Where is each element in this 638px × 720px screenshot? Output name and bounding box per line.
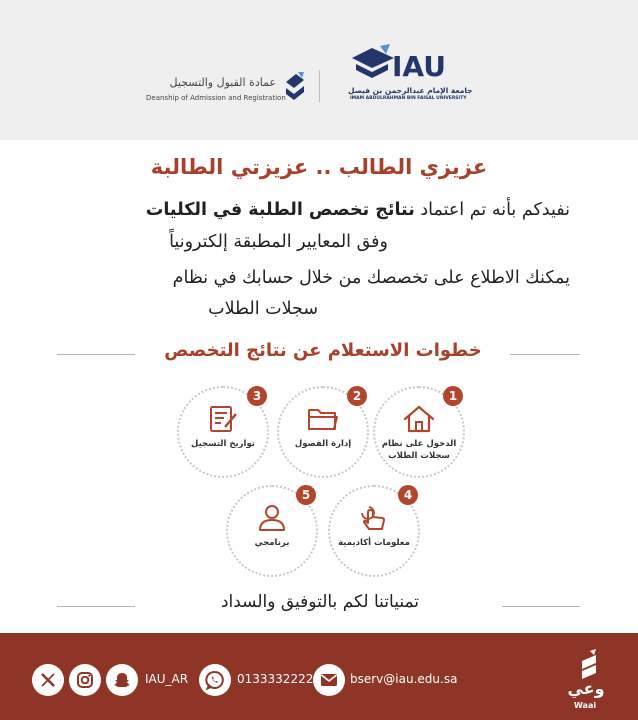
folder-icon <box>306 404 340 434</box>
announcement-line-4: سجلات الطلاب <box>208 299 318 319</box>
step-4 <box>328 485 420 577</box>
deanship-name-en: Deanship of Admission and Registration <box>146 94 286 102</box>
header-band <box>0 0 638 140</box>
phone-number[interactable]: 0133332222 <box>237 672 314 686</box>
step-2-number: 2 <box>347 386 367 406</box>
waai-logo-text-ar: وعي <box>567 679 605 698</box>
waai-emblem-icon <box>566 649 606 681</box>
step-5-number: 5 <box>296 485 316 505</box>
deanship-name-ar: عمادة القبول والتسجيل <box>169 76 276 89</box>
step-3-label: تواريخ التسجيل <box>190 439 255 449</box>
x-icon <box>39 671 57 689</box>
whatsapp-link[interactable] <box>199 664 231 696</box>
home-icon <box>402 404 436 434</box>
iau-logo-text: IAU <box>392 50 446 83</box>
closing-rule-right <box>502 606 580 607</box>
deanship-emblem-icon <box>284 72 306 104</box>
university-name-ar: جامعة الإمام عبدالرحمن بن فيصل <box>348 86 473 95</box>
announcement-line-1 <box>50 200 570 220</box>
step-1-number: 1 <box>443 386 463 406</box>
greeting-heading: عزيزي الطالب .. عزيزتي الطالبة <box>150 155 488 179</box>
step-5-label: برنامجي <box>254 538 290 548</box>
user-icon <box>255 503 289 533</box>
header-divider <box>319 70 320 102</box>
x-twitter-link[interactable] <box>32 664 64 696</box>
step-4-label: معلومات أكاديمية <box>338 538 410 548</box>
steps-title-rule-right <box>510 354 580 355</box>
deanship-logo <box>146 72 306 106</box>
step-4-number: 4 <box>398 485 418 505</box>
step-3-number: 3 <box>247 386 267 406</box>
step-3 <box>177 386 269 478</box>
step-1-label: الدخول على نظام سجلات الطلاب <box>381 439 457 461</box>
steps-title-rule-left <box>57 354 135 355</box>
envelope-icon <box>320 673 338 687</box>
announcement-line-2: وفق المعايير المطبقة إلكترونياً <box>169 232 388 252</box>
waai-logo-text-en: Waai <box>574 701 597 710</box>
step-2 <box>277 386 369 478</box>
instagram-icon <box>76 671 94 689</box>
closing-message: تمنياتنا لكم بالتوفيق والسداد <box>220 592 420 612</box>
waai-logo <box>566 649 622 713</box>
step-5 <box>226 485 318 577</box>
announcement-line-3: يمكنك الاطلاع على تخصصك من خلال حسابك في نظام <box>172 268 570 288</box>
email-address[interactable]: bserv@iau.edu.sa <box>350 672 458 686</box>
hand-pointer-icon <box>357 503 391 533</box>
social-handle: IAU_AR <box>145 672 189 686</box>
instagram-link[interactable] <box>69 664 101 696</box>
snapchat-icon <box>113 671 131 689</box>
closing-rule-left <box>57 606 135 607</box>
university-name-en: IMAM ABDULRAHMAN BIN FAISAL UNIVERSITY <box>350 96 467 101</box>
iau-emblem-icon <box>350 44 396 84</box>
step-2-label: إدارة الفصول <box>294 439 352 449</box>
snapchat-link[interactable] <box>106 664 138 696</box>
email-link[interactable] <box>313 664 345 696</box>
announcement-line-1-normal: نفيدكم بأنه تم اعتماد <box>414 200 570 220</box>
announcement-line-1-bold: نتائج تخصص الطلبة في الكليات <box>145 200 415 220</box>
iau-logo <box>348 42 473 102</box>
step-1 <box>373 386 465 478</box>
whatsapp-icon <box>205 670 225 690</box>
footer-band <box>0 633 638 720</box>
form-edit-icon <box>206 404 240 434</box>
steps-title: خطوات الاستعلام عن نتائج التخصص <box>164 340 482 361</box>
